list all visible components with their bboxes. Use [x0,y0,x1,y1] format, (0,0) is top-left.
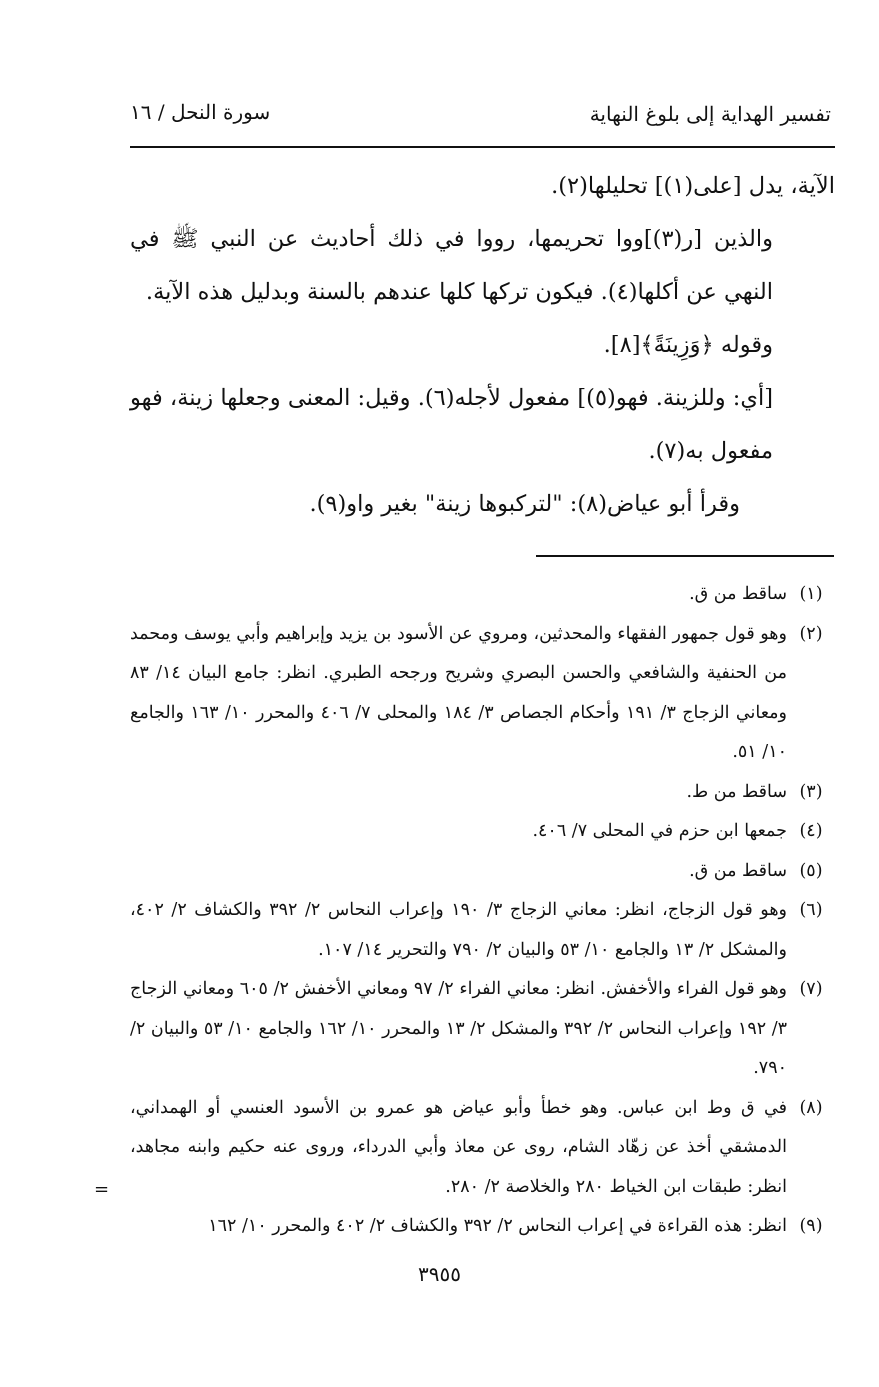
page-number: ٣٩٥٥ [418,1262,461,1286]
paragraph: وقرأ أبو عياض(٨): "لتركبوها زينة" بغير واو(٩). [309,491,740,517]
footnote [130,970,835,1089]
footnote-number: (٥) [799,860,823,881]
footnote-number: (٤) [799,821,823,841]
footnotes [130,575,835,1247]
footnote [130,891,835,970]
running-header-surah: سورة النحل / ١٦ [130,100,271,124]
footnote [130,615,835,773]
footnote-text: في ق وط ابن عباس. وهو خطأ وأبو عياض هو عمرو بن الأسود العنسي أو الهمداني، الدمشقي أخذ عن زهّاد الشام، روى عن معاذ وأبي الدرداء، وروى عنه حكيم وابنه مجاهد، انظر: طبقات ابن الخياط ٢٨٠ والخلاصة ٢/ ٢٨٠. [130,1097,787,1197]
footnote [130,852,835,892]
header-rule [130,146,835,148]
footnote [130,1207,835,1247]
footnote-text: انظر: هذه القراءة في إعراب النحاس ٢/ ٣٩٢ والكشاف ٢/ ٤٠٢ والمحرر ١٠/ ١٦٢ [208,1216,787,1236]
footnote-text: ساقط من ق. [689,584,787,604]
footnote-text: ساقط من ق. [689,860,787,881]
footnote-text: جمعها ابن حزم في المحلى ٧/ ٤٠٦. [532,821,787,841]
footnote-number: (٦) [799,900,823,920]
footnote [130,1089,835,1208]
continuation-mark: = [94,1179,110,1200]
footnote-separator [536,555,834,557]
main-text [130,160,835,531]
footnote [130,575,835,615]
running-header-title: تفسير الهداية إلى بلوغ النهاية [589,102,831,126]
footnote-text: وهو قول الفراء والأخفش. انظر: معاني الفراء ٢/ ٩٧ ومعاني الأخفش ٢/ ٦٠٥ ومعاني الزجاج ٣/ ١٩٢ وإعراب النحاس ٢/ ٣٩٢ والمشكل ٢/ ١٣ والمحرر ١٠/ ١٦٢ والجامع ١٠/ ٥٣ والبيان ٢/ ٧٩٠. [130,979,787,1078]
footnote-text: وهو قول الزجاج، انظر: معاني الزجاج ٣/ ١٩٠ وإعراب النحاس ٢/ ٣٩٢ والكشاف ٢/ ٤٠٢، والمشكل ٢/ ١٣ والجامع ١٠/ ٥٣ والبيان ٢/ ٧٩٠ والتحرير ١٤/ ١٠٧. [130,900,788,960]
footnote-text: وهو قول جمهور الفقهاء والمحدثين، ومروي عن الأسود بن يزيد وإبراهيم وأبي يوسف ومحمد من الحنفية والشافعي والحسن البصري وشريح ورجحه الطبري. انظر: جامع البيان ١٤/ ٨٣ ومعاني الزجاج ٣/ ١٩١ وأحكام الجصاص ٣/ ١٨٤ والمحلى ٧/ ٤٠٦ والمحرر ١٠/ ١٦٣ والجامع ١٠/ ٥١. [130,623,787,762]
footnote-number: (٣) [799,781,823,802]
paragraph: وقوله ﴿وَزِينَةً﴾[٨]. [603,332,773,358]
footnote-number: (٨) [799,1097,823,1118]
paragraph: والذين [ر(٣)]ووا تحريمها، رووا في ذلك أحاديث عن النبي ﷺ في النهي عن أكلها(٤). فيكون تركها كلها عندهم بالسنة وبدليل هذه الآية. [130,226,773,305]
footnote [130,812,835,852]
paragraph: [أي: وللزينة. فهو(٥)] مفعول لأجله(٦). وقيل: المعنى وجعلها زينة، فهو مفعول به(٧). [130,385,773,464]
footnote-number: (٧) [799,979,823,999]
footnote-number: (٢) [799,623,823,644]
footnote-text: ساقط من ط. [686,781,787,802]
paragraph: الآية، يدل [على(١)] تحليلها(٢). [551,173,835,199]
footnote-number: (١) [799,584,823,604]
footnote [130,773,835,813]
footnote-number: (٩) [799,1216,823,1236]
